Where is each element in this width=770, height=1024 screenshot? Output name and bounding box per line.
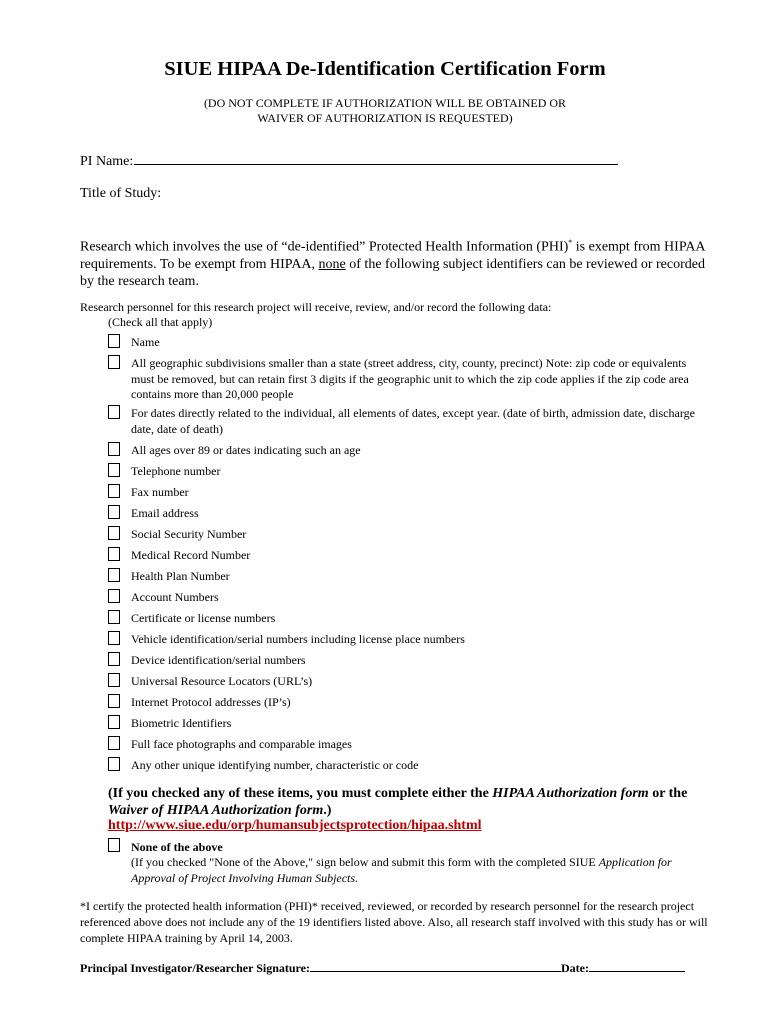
identifier-label: Any other unique identifying number, characteristic or code: [131, 758, 419, 772]
application-form-name: Application for Approval of Project Involving Human Subjects.: [131, 855, 672, 885]
form-title: SIUE HIPAA De-Identification Certification Form: [164, 58, 606, 80]
identifier-label: Full face photographs and comparable images: [131, 737, 352, 751]
identifier-label: Certificate or license numbers: [131, 611, 276, 625]
identifier-checkbox[interactable]: [108, 355, 120, 369]
none-of-the-above-label: None of the above: [131, 840, 223, 854]
date-label: Date:: [560, 961, 589, 975]
identifier-label: Vehicle identification/serial numbers including license place numbers: [131, 632, 465, 646]
subtitle-line-2: WAIVER OF AUTHORIZATION IS REQUESTED): [257, 111, 513, 125]
signature-row: [80, 961, 685, 976]
identifier-label: Email address: [131, 506, 199, 520]
identifier-checkbox[interactable]: [108, 463, 120, 477]
identifier-label: Medical Record Number: [131, 548, 251, 562]
form-subtitle: [0, 96, 770, 126]
subtitle-line-1: (DO NOT COMPLETE IF AUTHORIZATION WILL BE OBTAINED OR: [203, 96, 567, 110]
check-all-instruction: (Check all that apply): [108, 315, 213, 329]
intro-underlined: none: [318, 256, 346, 272]
identifier-label: Social Security Number: [131, 527, 247, 541]
identifier-checkbox[interactable]: [108, 589, 120, 603]
identifier-checkbox[interactable]: [108, 526, 120, 540]
identifier-checkbox[interactable]: [108, 715, 120, 729]
identifier-checkbox[interactable]: [108, 568, 120, 582]
identifier-checkbox[interactable]: [108, 631, 120, 645]
identifier-label: Internet Protocol addresses (IP’s): [131, 695, 291, 709]
title-of-study-row: [80, 186, 161, 202]
intro-text-2: is exempt from HIPAA requirements. To be exempt from HIPAA,: [80, 239, 705, 272]
hipaa-info-link[interactable]: http://www.siue.edu/orp/humansubjectsprotection/hipaa.shtml: [108, 818, 482, 833]
intro-paragraph: [80, 234, 705, 290]
identifier-checkbox[interactable]: [108, 757, 120, 771]
date-field[interactable]: [589, 961, 685, 972]
intro-text-3: of the following subject identifiers can be reviewed or recorded by the research team.: [80, 256, 705, 289]
pi-name-row: [80, 151, 618, 170]
identifier-checkbox[interactable]: [108, 405, 120, 419]
identifier-checkbox[interactable]: [108, 673, 120, 687]
identifier-label: Telephone number: [131, 464, 221, 478]
identifier-label: For dates directly related to the individual, all elements of dates, except year. (date of birth, admission date, discharge date, date of death): [131, 406, 695, 436]
pi-name-field[interactable]: [134, 151, 618, 165]
none-of-the-above-instruction: [131, 854, 711, 886]
identifier-label: All ages over 89 or dates indicating such an age: [131, 443, 361, 457]
identifier-checkbox[interactable]: [108, 694, 120, 708]
identifier-checkbox[interactable]: [108, 736, 120, 750]
waiver-form-name: Waiver of HIPAA Authorization form: [108, 803, 324, 818]
personnel-text: Research personnel for this research project will receive, review, and/or record the following data:: [80, 300, 552, 314]
authorization-notice: [108, 785, 708, 819]
identifier-checkbox[interactable]: [108, 547, 120, 561]
footnote-mark: *: [568, 238, 573, 247]
notice-text-3: .): [323, 803, 332, 818]
identifier-label: Account Numbers: [131, 590, 219, 604]
signature-label: Principal Investigator/Researcher Signature:: [80, 961, 310, 975]
intro-text-1: Research which involves the use of “de-identified” Protected Health Information (PHI): [80, 239, 569, 255]
identifier-label: Universal Resource Locators (URL’s): [131, 674, 313, 688]
identifier-label: Biometric Identifiers: [131, 716, 232, 730]
identifier-label: Name: [131, 335, 160, 349]
identifier-checkbox[interactable]: [108, 505, 120, 519]
none-instruction-text: (If you checked "None of the Above," sign below and submit this form with the completed SIUE: [131, 855, 599, 869]
notice-text-1: (If you checked any of these items, you must complete either the: [108, 786, 493, 801]
identifier-checkbox[interactable]: [108, 442, 120, 456]
identifier-checkbox[interactable]: [108, 334, 120, 348]
title-of-study-label: Title of Study:: [80, 186, 162, 201]
identifier-checkbox[interactable]: [108, 652, 120, 666]
signature-field[interactable]: [310, 961, 561, 972]
certification-statement: *I certify the protected health information (PHI)* received, reviewed, or recorded by research personnel for the research project referenced above does not include any of the 19 identifiers listed above. Also, all research staff involved with this study has or will complete HIPAA training by April 14, 2003.: [80, 899, 708, 945]
identifier-checkbox[interactable]: [108, 484, 120, 498]
hipaa-authorization-form-name: HIPAA Authorization form: [492, 786, 649, 801]
identifier-label: All geographic subdivisions smaller than a state (street address, city, county, precinct) Note: zip code or equivalents must be removed, but can retain first 3 digits if the geographic unit to which the zip code applies if the zip code area contains more than 20,000 people: [131, 356, 689, 401]
pi-name-label: PI Name:: [80, 154, 134, 169]
identifier-label: Health Plan Number: [131, 569, 230, 583]
identifier-label: Fax number: [131, 485, 189, 499]
none-of-the-above-checkbox[interactable]: [108, 838, 120, 852]
notice-text-2: or the: [648, 786, 688, 801]
identifier-label: Device identification/serial numbers: [131, 653, 306, 667]
identifier-checkbox[interactable]: [108, 610, 120, 624]
